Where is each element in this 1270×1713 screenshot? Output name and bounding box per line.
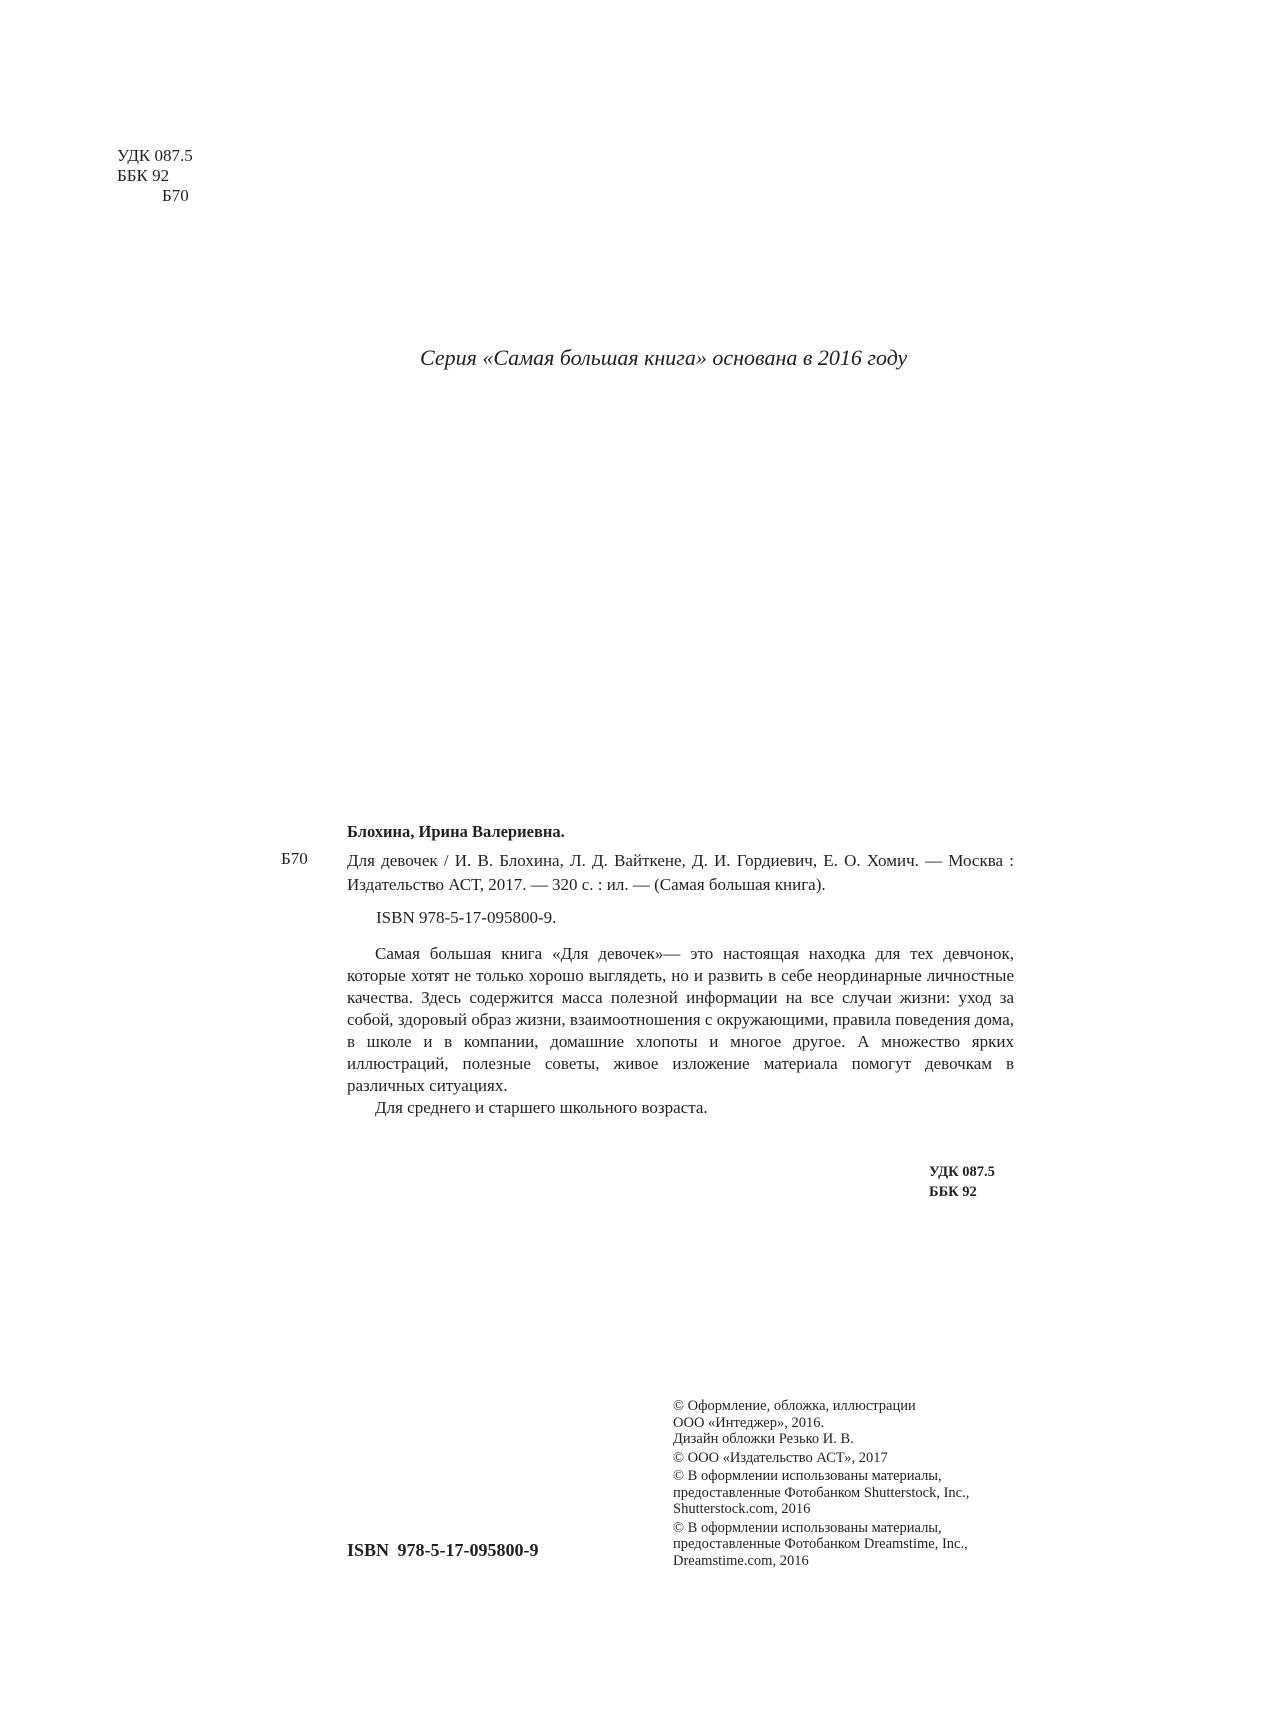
copyright-line: предоставленные Фотобанком Dreamstime, Inc., [673, 1536, 968, 1552]
author-mark: Б70 [162, 186, 189, 205]
bbk-code: ББК 92 [117, 166, 170, 185]
copyright-line: Dreamstime.com, 2016 [673, 1552, 809, 1569]
series-note: Серия «Самая большая книга» основана в 2016 году [420, 345, 908, 370]
audience-note: Для среднего и старшего школьного возраста. [375, 1097, 708, 1117]
copyright-line: © В оформлении использованы материалы, [673, 1468, 942, 1484]
copyright-line: ООО «Интеджер», 2016. [673, 1414, 825, 1431]
udk-code: УДК 087.5 [117, 146, 193, 165]
copyright-block [673, 1520, 1043, 1570]
annotation-text: Самая большая книга «Для девочек»— это настоящая находка для тех девчонок, которые хотят не только хорошо выглядеть, но и развить в себе неординарные личностные качества. Здесь содержится масса полезной информации на все случаи жизни: уход за собой, здоровый образ жизни, взаимоотношения с окружающими, правила поведения дома, в школе и в компании, домашние хлопоты и многое другое. А множество ярких иллюстраций, полезные советы, живое изложение материала помогут девочкам в различных ситуациях. [347, 943, 1014, 1095]
copyright-line: предоставленные Фотобанком Shutterstock, Inc., [673, 1484, 970, 1501]
copyright-line: © Оформление, обложка, иллюстрации [673, 1398, 916, 1414]
shelf-mark: Б70 [281, 849, 308, 868]
copyright-block [673, 1450, 1043, 1467]
copyright-line: Shutterstock.com, 2016 [673, 1501, 811, 1517]
copyright-block [673, 1398, 1043, 1448]
copyright-line: © ООО «Издательство АСТ», 2017 [673, 1449, 888, 1466]
bottom-classification [929, 1162, 995, 1202]
bibliographic-record [347, 849, 1014, 1119]
copyright-line: Дизайн обложки Резько И. В. [673, 1431, 854, 1447]
copyright-line: © В оформлении использованы материалы, [673, 1519, 942, 1536]
author-heading: Блохина, Ирина Валериевна. [347, 822, 565, 841]
isbn-bottom: ISBN 978-5-17-095800-9 [347, 1540, 539, 1560]
bibliographic-description: Для девочек / И. В. Блохина, Л. Д. Вайткене, Д. И. Гордиевич, Е. О. Хомич. — Москва : Издательство АСТ, 2017. — 320 с. : ил. — (Самая большая книга). [347, 851, 1014, 894]
isbn-line: ISBN 978-5-17-095800-9. [376, 908, 557, 927]
bbk-code-bottom: ББК 92 [929, 1184, 977, 1200]
copyright-block [673, 1468, 1043, 1518]
annotation [347, 943, 1014, 1119]
copyright-notices [673, 1398, 1043, 1569]
classification-codes [117, 146, 193, 206]
udk-code-bottom: УДК 087.5 [929, 1164, 995, 1180]
